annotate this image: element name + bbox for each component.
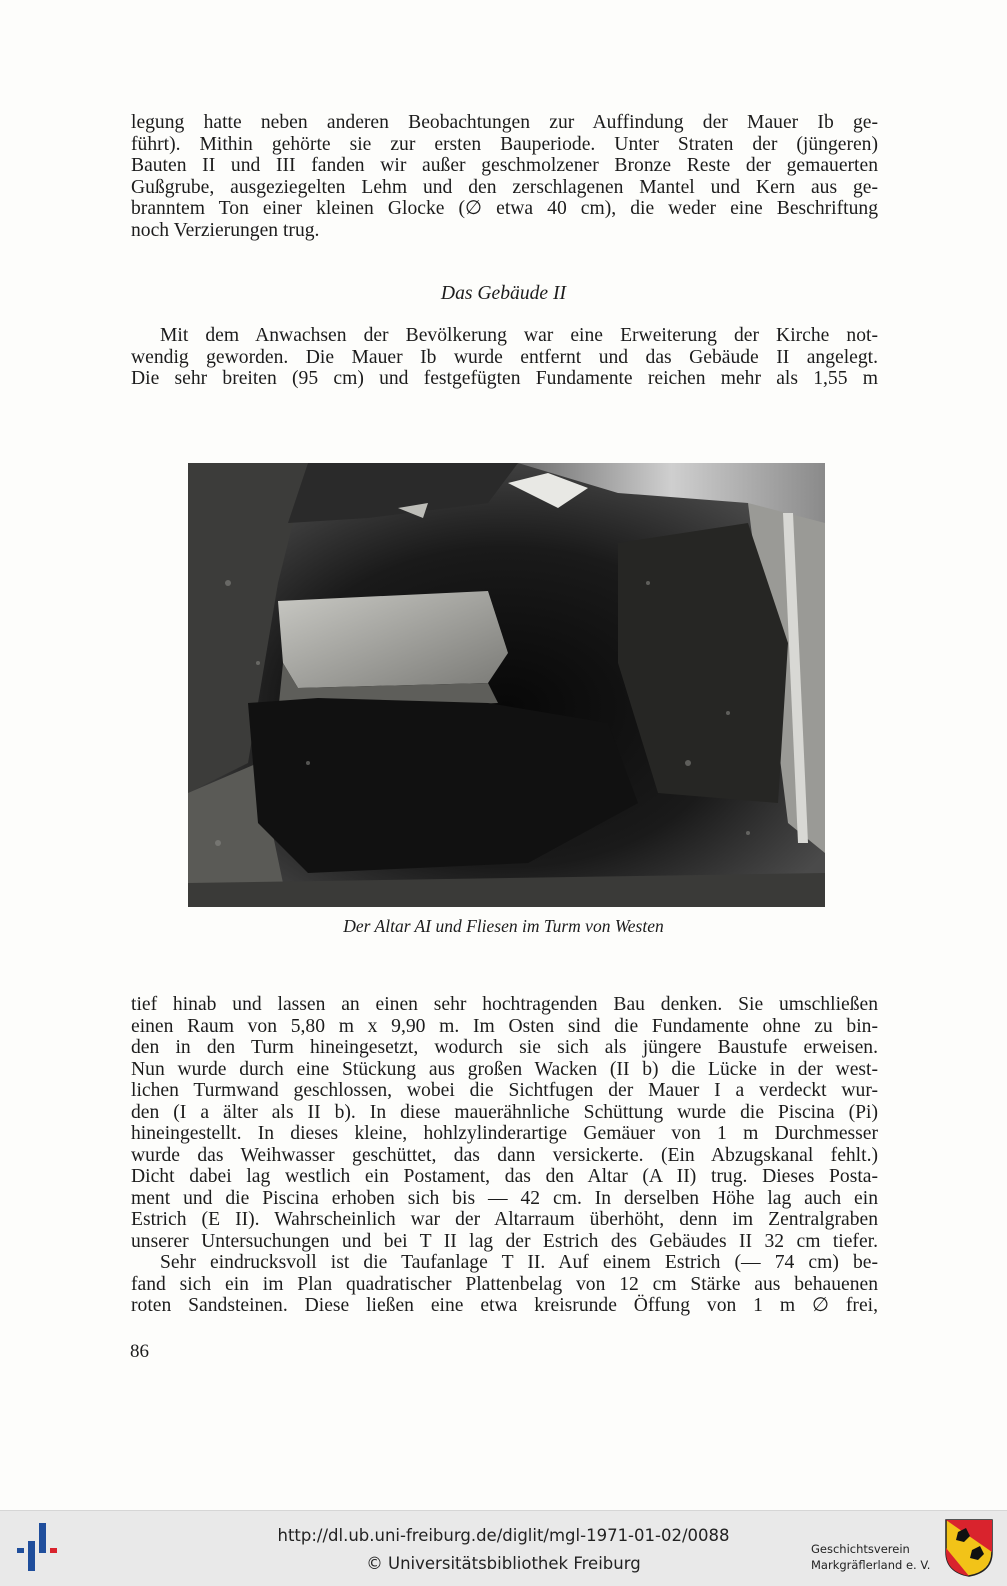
- document-url-link[interactable]: http://dl.ub.uni-freiburg.de/diglit/mgl-1971-01-02/0088: [277, 1526, 730, 1545]
- text-line: Gußgrube, ausgeziegelten Lehm und den zerschlagenen Mantel und Kern aus ge-: [131, 176, 878, 198]
- copyright-text: © Universitätsbibliothek Freiburg: [366, 1554, 641, 1573]
- page-number: 86: [130, 1341, 149, 1362]
- coat-of-arms-icon[interactable]: [944, 1518, 994, 1578]
- society-line-2: Markgräflerland e. V.: [811, 1558, 931, 1572]
- text-line: Die sehr breiten (95 cm) und festgefügten Fundamente reichen mehr als 1,55 m: [131, 368, 878, 389]
- section-heading: Das Gebäude II: [440, 283, 567, 304]
- text-line: den in den Turm hineingesetzt, wodurch sie sich als jüngere Baustufe erweisen.: [131, 1037, 878, 1058]
- society-name[interactable]: [811, 1541, 946, 1573]
- viewer-footer: [0, 1510, 1007, 1586]
- text-line: roten Sandsteinen. Diese ließen eine etwa kreisrunde Öffung von 1 m ∅ frei,: [131, 1295, 878, 1316]
- text-line: noch Verzierungen trug.: [131, 219, 320, 241]
- text-line: Nun wurde durch eine Stückung aus großen Wacken (II b) die Lücke in der west-: [131, 1058, 878, 1080]
- excavation-photo: [188, 463, 825, 907]
- text-line: lichen Turmwand geschlossen, wobei die Sichtfugen der Mauer I a verdeckt wur-: [131, 1080, 878, 1101]
- text-line: Bauten II und III fanden wir außer geschmolzener Bronze Reste der gemauerten: [131, 155, 878, 176]
- text-line: ment und die Piscina erhoben sich bis — 42 cm. In derselben Höhe lag auch ein: [131, 1187, 878, 1209]
- text-line: einen Raum von 5,80 m x 9,90 m. Im Osten sind die Fundamente ohne zu bin-: [131, 1015, 878, 1037]
- continuation-paragraph: [131, 994, 878, 1252]
- text-line: wurde das Weihwasser geschüttet, das dann versickerte. (Ein Abzugskanal fehlt.): [131, 1144, 878, 1166]
- top-paragraph: [131, 112, 878, 241]
- last-paragraph: [131, 1252, 878, 1317]
- society-line-1: Geschichtsverein: [811, 1542, 910, 1556]
- text-line: hineingestellt. In dieses kleine, hohlzylinderartige Gemäuer von 1 m Durchmesser: [131, 1123, 878, 1144]
- text-line: den (I a älter als II b). In diese mauerähnliche Schüttung wurde die Piscina (Pi): [131, 1101, 878, 1123]
- text-line: Estrich (E II). Wahrscheinlich war der Altarraum überhöht, denn im Zentralgraben: [131, 1209, 878, 1230]
- text-line: wendig geworden. Die Mauer Ib wurde entfernt und das Gebäude II angelegt.: [131, 346, 878, 368]
- text-line: Sehr eindrucksvoll ist die Taufanlage T II. Auf einem Estrich (— 74 cm) be-: [160, 1252, 878, 1273]
- section-paragraph: [131, 325, 878, 390]
- text-line: branntem Ton einer kleinen Glocke (∅ etwa 40 cm), die weder eine Beschriftung: [131, 198, 878, 219]
- text-line: unserer Untersuchungen und bei T II lag der Estrich des Gebäudes II 32 cm tiefer.: [131, 1230, 878, 1252]
- figure-caption: Der Altar AI und Fliesen im Turm von Westen: [343, 916, 664, 936]
- text-line: führt). Mithin gehörte sie zur ersten Bauperiode. Unter Straten der (jüngeren): [131, 133, 878, 155]
- text-line: Dicht dabei lag westlich ein Postament, das den Altar (A II) trug. Dieses Posta-: [131, 1166, 878, 1187]
- text-line: Mit dem Anwachsen der Bevölkerung war eine Erweiterung der Kirche not-: [160, 325, 878, 346]
- text-line: fand sich ein im Plan quadratischer Plattenbelag von 12 cm Stärke aus behauenen: [131, 1273, 878, 1295]
- text-line: legung hatte neben anderen Beobachtungen zur Auffindung der Mauer Ib ge-: [131, 112, 878, 133]
- text-line: tief hinab und lassen an einen sehr hochtragenden Bau denken. Sie umschließen: [131, 994, 878, 1015]
